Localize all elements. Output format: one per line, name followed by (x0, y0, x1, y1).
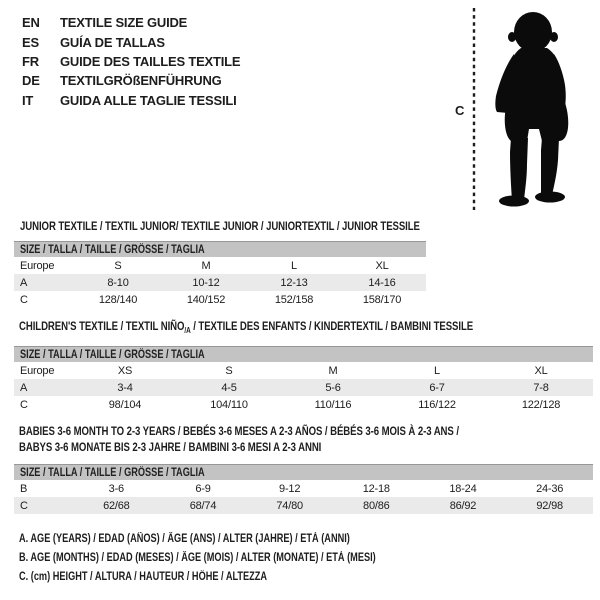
junior-table-title (20, 218, 520, 234)
size-cell: 7-8 (533, 381, 549, 394)
size-header-bar (14, 346, 593, 362)
legend-line-a (19, 530, 465, 549)
row-label: C (20, 398, 28, 411)
size-cell: 3-6 (108, 482, 124, 495)
language-label: GUÍA DE TALLAS (60, 34, 165, 50)
size-cell: 9-12 (279, 482, 301, 495)
size-cell: 12-18 (362, 482, 390, 495)
size-cell: 3-4 (117, 381, 133, 394)
language-label: TEXTILE SIZE GUIDE (60, 15, 188, 31)
height-dashed-line (472, 8, 476, 210)
table-row (14, 257, 426, 274)
title-part: / TEXTILE DES ENFANTS / KINDERTEXTIL / BAMBINI TESSILE (190, 319, 474, 333)
children-table (14, 362, 593, 413)
row-label: C (20, 293, 28, 306)
measurement-legend (19, 530, 465, 587)
size-cell: XL (375, 259, 389, 272)
language-row-fr (22, 52, 240, 71)
table-row (14, 291, 426, 308)
table-row (14, 480, 593, 497)
table-row (14, 379, 593, 396)
size-header-text: SIZE / TALLA / TAILLE / GRÖSSE / TAGLIA (20, 243, 205, 256)
size-cell: 18-24 (449, 482, 477, 495)
babies-table (14, 480, 593, 514)
size-cell: S (114, 259, 122, 272)
size-header-text: SIZE / TALLA / TAILLE / GRÖSSE / TAGLIA (20, 348, 205, 361)
size-cell: 98/104 (108, 398, 142, 411)
size-cell: 8-10 (107, 276, 129, 289)
size-cell: 62/68 (103, 499, 130, 512)
children-table-title (19, 318, 587, 339)
language-label: GUIDE DES TAILLES TEXTILE (60, 53, 241, 69)
size-cell: 68/74 (189, 499, 217, 512)
babies-table-title (19, 423, 569, 455)
size-cell: 5-6 (325, 381, 341, 394)
size-header-bar (14, 241, 426, 257)
legend-text: A. AGE (YEARS) / EDAD (AÑOS) / ÂGE (ANS) / ALTER (JAHRE) / ETÀ (ANNI) (19, 533, 350, 545)
title-part: CHILDREN'S TEXTILE / TEXTIL NIÑO (19, 319, 185, 333)
size-cell: 6-7 (429, 381, 445, 394)
size-cell: 122/128 (521, 398, 561, 411)
size-cell: 128/140 (98, 293, 138, 306)
language-code: EN (22, 15, 40, 31)
row-label: B (20, 482, 28, 495)
language-label: GUIDA ALLE TAGLIE TESSILI (60, 92, 237, 108)
junior-table (14, 257, 426, 308)
size-cell: S (225, 364, 233, 377)
size-header-bar (14, 464, 593, 480)
babies-size-table (14, 464, 593, 514)
row-label: Europe (20, 364, 55, 377)
size-cell: 110/116 (314, 398, 352, 411)
size-cell: L (434, 364, 440, 377)
row-label: C (20, 499, 28, 512)
size-cell: 6-9 (195, 482, 211, 495)
children-size-table (14, 346, 593, 413)
size-cell: 152/158 (274, 293, 314, 306)
size-cell: XS (117, 364, 133, 377)
size-cell: M (201, 259, 211, 272)
children-table-title-text (19, 318, 473, 339)
size-cell: 24-36 (536, 482, 564, 495)
language-row-it (22, 91, 240, 110)
size-cell: 12-13 (280, 276, 308, 289)
table-row (14, 274, 426, 291)
babies-title-line1: BABIES 3-6 MONTH TO 2-3 YEARS / BEBÉS 3-6 MESES A 2-3 AÑOS / BÉBÉS 3-6 MOIS À 2-3 ANS / (19, 424, 459, 438)
language-row-de (22, 71, 240, 90)
table-row (14, 396, 593, 413)
title-subscript: /A (184, 326, 191, 335)
language-row-en (22, 13, 240, 32)
baby-silhouette-icon (483, 10, 587, 207)
language-label: TEXTILGRÖßENFÜHRUNG (60, 73, 222, 89)
row-label: A (20, 276, 28, 289)
language-title-list (22, 13, 240, 110)
table-row (14, 497, 593, 514)
size-cell: 158/170 (362, 293, 402, 306)
language-row-es (22, 32, 240, 51)
table-row (14, 362, 593, 379)
row-label: Europe (20, 259, 55, 272)
size-cell: L (291, 259, 297, 272)
legend-text: C. (cm) HEIGHT / ALTURA / HAUTEUR / HÖHE / ALTEZZA (19, 571, 268, 583)
legend-text: B. AGE (MONTHS) / EDAD (MESES) / ÂGE (MOIS) / ALTER (MONATE) / ETÀ (MESI) (19, 552, 376, 564)
language-code: ES (22, 34, 39, 50)
legend-line-b (19, 549, 465, 568)
language-code: IT (22, 92, 34, 108)
junior-table-title-text: JUNIOR TEXTILE / TEXTIL JUNIOR/ TEXTILE JUNIOR / JUNIORTEXTIL / JUNIOR TESSILE (20, 219, 420, 233)
language-code: DE (22, 73, 40, 89)
size-cell: 116/122 (418, 398, 456, 411)
size-cell: 104/110 (210, 398, 248, 411)
size-header-text: SIZE / TALLA / TAILLE / GRÖSSE / TAGLIA (20, 466, 205, 479)
legend-line-c (19, 568, 465, 587)
language-code: FR (22, 53, 39, 69)
height-measure-label: C (455, 103, 465, 118)
row-label: A (20, 381, 28, 394)
size-cell: 80/86 (363, 499, 390, 512)
size-cell: M (328, 364, 338, 377)
size-cell: 86/92 (449, 499, 477, 512)
size-cell: 140/152 (186, 293, 226, 306)
size-cell: 74/80 (276, 499, 303, 512)
babies-title-line2: BABYS 3-6 MONATE BIS 2-3 JAHRE / BAMBINI 3-6 MESI A 2-3 ANNI (19, 440, 322, 454)
junior-size-table (14, 241, 426, 308)
size-cell: 92/98 (536, 499, 563, 512)
size-cell: 10-12 (192, 276, 220, 289)
size-cell: XL (534, 364, 548, 377)
size-cell: 14-16 (368, 276, 396, 289)
size-cell: 4-5 (221, 381, 237, 394)
